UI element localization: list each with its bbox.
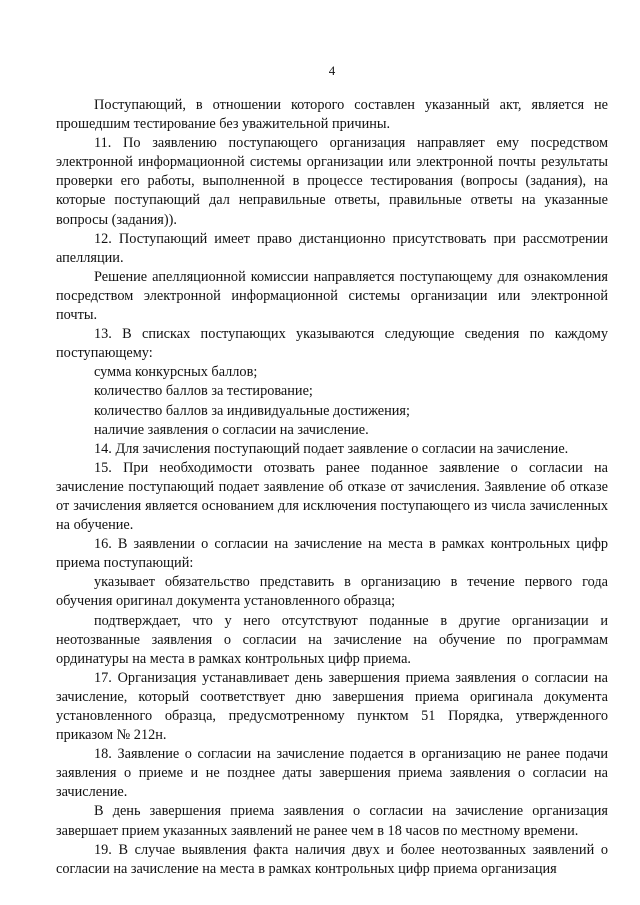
list-item: количество баллов за индивидуальные достижения; xyxy=(94,402,410,419)
list-item: сумма конкурсных баллов; xyxy=(94,364,258,381)
paragraph: Решение апелляционной комиссии направляется поступающему для ознакомления посредством электронной информационной системы организации или электронной почты. xyxy=(56,268,608,324)
paragraph: В день завершения приема заявления о согласии на зачисление организация завершает прием указанных заявлений не ранее чем в 18 часов по местному времени. xyxy=(56,803,608,839)
paragraph: подтверждает, что у него отсутствуют поданные в другие организации и неотозванные заявления о согласии на зачисление на обучение по программам ординатуры на места в рамках контрольных цифр приема. xyxy=(56,612,608,667)
paragraph: 19. В случае выявления факта наличия двух и более неотозванных заявлений о согласии на зачисление на места в рамках контрольных цифр приема организация xyxy=(56,841,608,877)
page-number: 4 xyxy=(328,63,336,78)
paragraph: Поступающий, в отношении которого составлен указанный акт, является не прошедшим тестирование без уважительной причины. xyxy=(56,97,608,133)
paragraph: 12. Поступающий имеет право дистанционно присутствовать при рассмотрении апелляции. xyxy=(56,230,608,266)
paragraph: 17. Организация устанавливает день завершения приема заявления о согласии на зачисление, который соответствует дню завершения приема оригинала документа установленного образца, предусмотренному пунктом 51 Порядка, утвержденного приказом № 212н. xyxy=(56,669,608,744)
paragraph: 13. В списках поступающих указываются следующие сведения по каждому поступающему: xyxy=(56,326,608,362)
paragraph: 15. При необходимости отозвать ранее поданное заявление о согласии на зачисление поступающий подает заявление об отказе от зачисления. Заявление об отказе от зачисления является основанием для исключения поступающего из числа зачисленных на обучение. xyxy=(56,459,608,534)
paragraph: указывает обязательство представить в организацию в течение первого года обучения оригинал документа установленного образца; xyxy=(56,574,608,610)
paragraph: 11. По заявлению поступающего организация направляет ему посредством электронной информационной системы организации или электронной почты результаты проверки его работы, выполненной в процессе тестирования (вопросы (задания), на которые поступающий дал неправильные ответы, правильные ответы на указанные вопросы (задания)). xyxy=(56,135,608,228)
paragraph: 18. Заявление о согласии на зачисление подается в организацию не ранее подачи заявления о приеме и не позднее даты завершения приема заявления о согласии на зачисление. xyxy=(56,746,608,801)
paragraph: 16. В заявлении о согласии на зачисление на места в рамках контрольных цифр приема поступающий: xyxy=(56,536,608,572)
paragraph: 14. Для зачисления поступающий подает заявление о согласии на зачисление. xyxy=(94,440,569,457)
list-item: количество баллов за тестирование; xyxy=(94,383,313,400)
document-body xyxy=(56,96,608,879)
list-item: наличие заявления о согласии на зачисление. xyxy=(94,421,369,438)
